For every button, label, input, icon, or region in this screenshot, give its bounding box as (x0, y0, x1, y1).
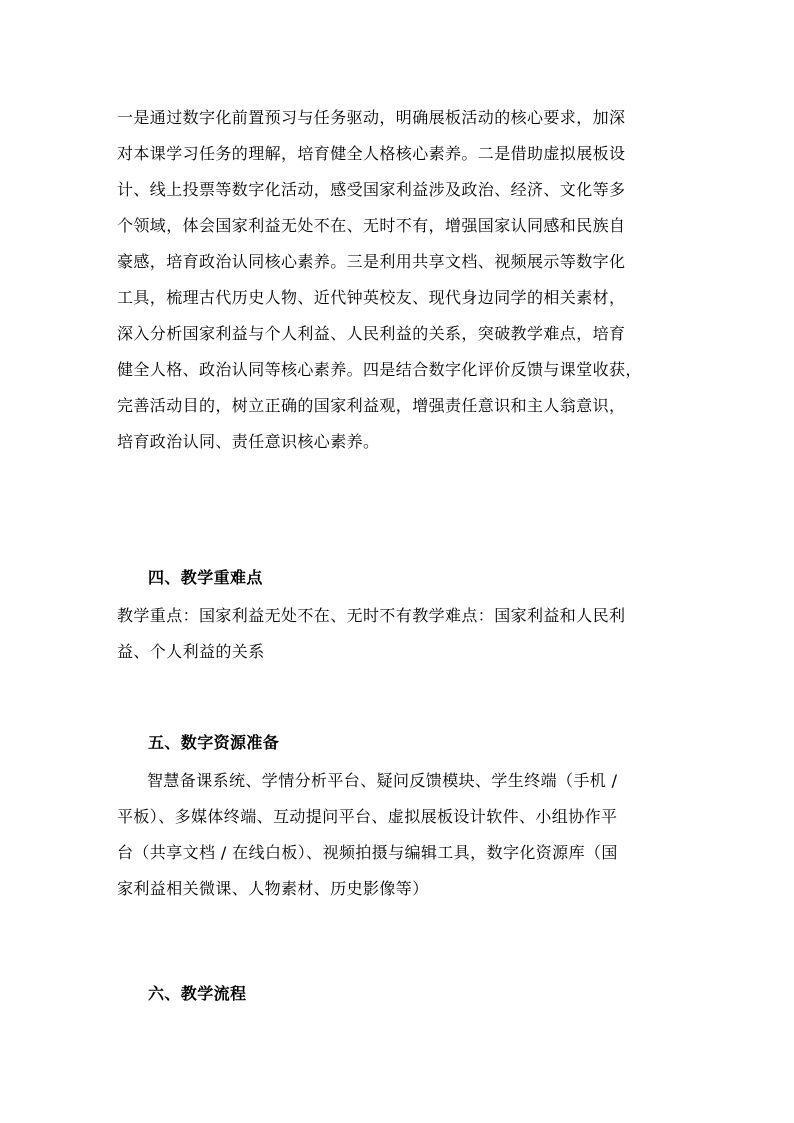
paragraph-line: 台（共享文档 / 在线白板）、视频拍摄与编辑工具，数字化资源库（国 (117, 843, 618, 862)
paragraph-line: 个领域，体会国家利益无处不在、无时不有，增强国家认同感和民族自 (117, 216, 626, 235)
section3-paragraph (117, 103, 687, 463)
paragraph-line: 平板）、多媒体终端、互动提问平台、虚拟展板设计软件、小组协作平 (117, 807, 618, 826)
paragraph-line: 完善活动目的，树立正确的国家利益观，增强责任意识和主人翁意识， (117, 396, 626, 415)
paragraph-line: 一是通过数字化前置预习与任务驱动，明确展板活动的核心要求，加深 (117, 108, 626, 127)
paragraph-line: 计、线上投票等数字化活动，感受国家利益涉及政治、经济、文化等多 (117, 180, 626, 199)
paragraph-line: 家利益相关微课、人物素材、历史影像等） (117, 879, 429, 898)
paragraph-line: 教学重点：国家利益无处不在、无时不有教学难点：国家利益和人民利 (117, 606, 626, 625)
paragraph-line: 豪感，培育政治认同核心素养。三是利用共享文档、视频展示等数字化 (117, 252, 626, 271)
paragraph-line: 益、个人利益的关系 (117, 642, 265, 661)
paragraph-line: 健全人格、政治认同等核心素养。四是结合数字化评价反馈与课堂收获， (117, 360, 642, 379)
paragraph-line: 对本课学习任务的理解，培育健全人格核心素养。二是借助虚拟展板设 (117, 144, 626, 163)
section6-heading: 六、教学流程 (148, 984, 247, 1003)
paragraph-line: 智慧备课系统、学情分析平台、疑问反馈模块、学生终端（手机 / (147, 771, 618, 790)
section4-paragraph (117, 601, 687, 673)
section5-paragraph (117, 766, 687, 910)
section5-heading: 五、数字资源准备 (148, 733, 280, 752)
paragraph-line: 培育政治认同、责任意识核心素养。 (117, 432, 380, 451)
paragraph-line: 工具，梳理古代历史人物、近代钟英校友、现代身边同学的相关素材， (117, 288, 626, 307)
paragraph-line: 深入分析国家利益与个人利益、人民利益的关系，突破教学难点，培育 (117, 324, 626, 343)
section4-heading: 四、教学重难点 (148, 568, 263, 587)
